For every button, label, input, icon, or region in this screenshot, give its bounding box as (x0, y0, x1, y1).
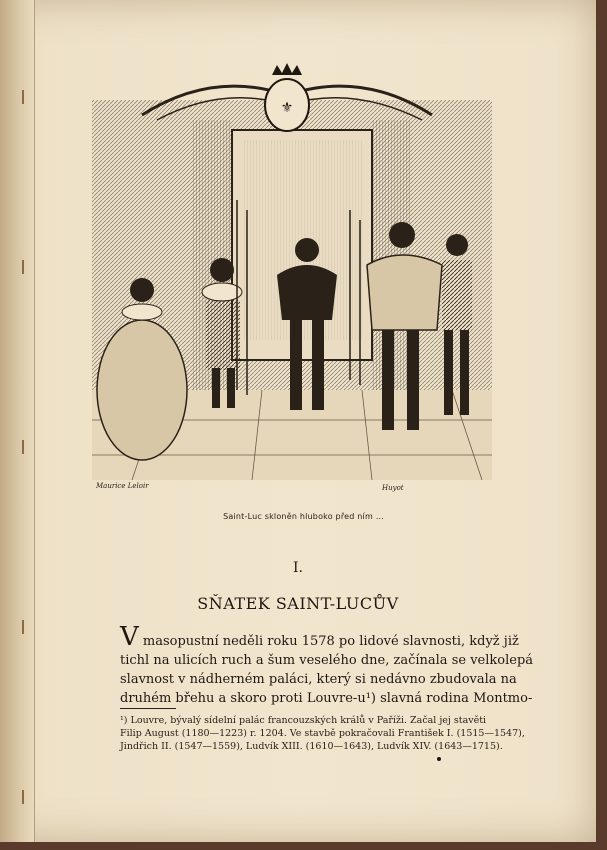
body-line: druhém břehu a skoro proti Louvre-u¹) slavná rodina Montmo- (120, 691, 533, 706)
body-line (120, 622, 519, 652)
binding-gutter (0, 0, 35, 842)
binding-stitch (22, 620, 24, 634)
body-line: tichl na ulicích ruch a šum veselého dne, začínala se velkolepá (120, 653, 534, 668)
body-paragraph (120, 622, 534, 708)
svg-text:⚜: ⚜ (280, 100, 294, 116)
binding-stitch (22, 90, 24, 104)
body-line: slavnost v nádherném paláci, který si nedávno zbudovala na (120, 672, 517, 687)
footnote-line: Filip August (1180—1223) r. 1204. Ve stavbě pokračovali František I. (1515—1547), (120, 728, 525, 739)
engraving-illustration (82, 60, 500, 498)
footnote-line: ¹) Louvre, bývalý sídelní palác francouzských králů v Paříži. Začal jej stavěti (120, 715, 487, 726)
drop-cap: V (120, 622, 139, 652)
body-line-text: masopustní neděli roku 1578 po lidové slavnosti, když již (138, 634, 519, 649)
binding-stitch (22, 790, 24, 804)
chapter-title: SŇATEK SAINT-LUCŮV (197, 594, 399, 613)
artist-signature: Maurice Leloir (96, 482, 149, 490)
binding-stitch (22, 440, 24, 454)
footnote-line: Jindřich II. (1547—1559), Ludvík XIII. (1610—1643), Ludvík XIV. (1643—1715). (120, 741, 503, 752)
binding-stitch (22, 260, 24, 274)
signature-mark (437, 757, 441, 761)
footnote-rule (120, 708, 176, 709)
engraver-signature: Huyot (382, 484, 404, 492)
illustration-caption: Saint-Luc skloněn hluboko před ním … (223, 512, 384, 521)
footnote (120, 714, 525, 753)
chapter-number: I. (293, 560, 303, 576)
